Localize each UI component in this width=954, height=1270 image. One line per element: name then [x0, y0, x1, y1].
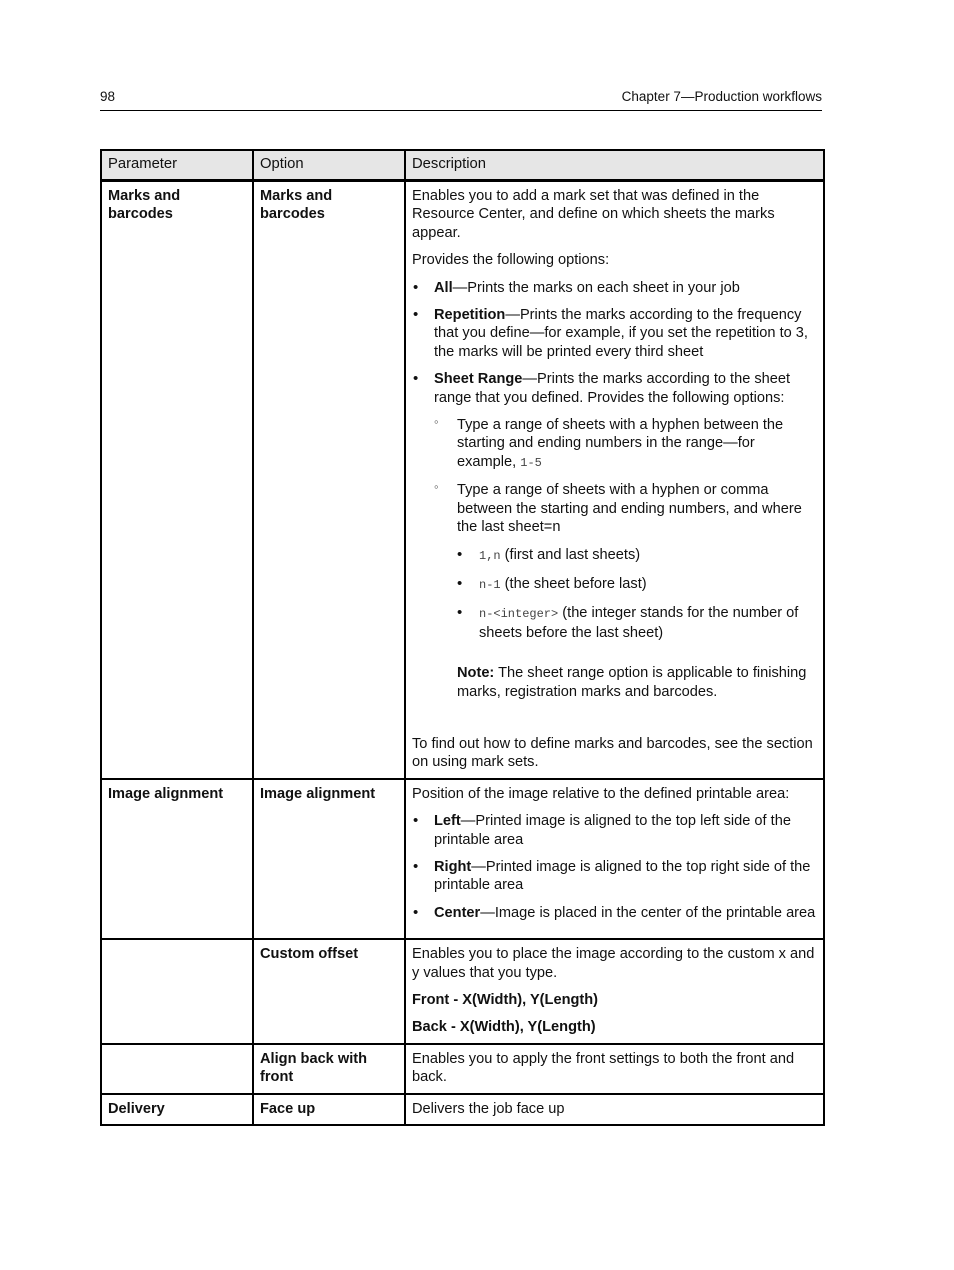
term-text: —Prints the marks according to the sheet range that you defined. Provides the following options:: [434, 371, 791, 406]
term-text: —Prints the marks according to the frequency that you define—for example, if you set the repetition to 3, the marks will be printed every third sheet: [434, 307, 808, 360]
column-header-option: Option: [253, 150, 405, 181]
table-row: [101, 779, 824, 939]
option-cell: Align back with front: [253, 1044, 405, 1094]
sub-text: Type a range of sheets with a hyphen between the starting and ending numbers in the range—for example,: [457, 417, 784, 470]
list-item: [412, 306, 817, 361]
sub-text: (the sheet before last): [500, 575, 647, 592]
option-cell: Custom offset: [253, 939, 405, 1044]
list-item: [412, 858, 817, 895]
code-sample: 1-5: [520, 455, 542, 470]
sub-text: Type a range of sheets with a hyphen or comma between the starting and ending numbers, and where the last sheet=n: [457, 482, 802, 536]
page-header: [100, 86, 822, 111]
alignment-list: [412, 812, 817, 922]
description-outro: To find out how to define marks and barcodes, see the section on using mark sets.: [412, 735, 813, 771]
option-cell: Image alignment: [253, 779, 405, 939]
parameter-cell: Image alignment: [101, 779, 253, 939]
term: Left: [434, 813, 461, 830]
description-provides: Provides the following options:: [412, 252, 610, 269]
description-intro: Enables you to add a mark set that was defined in the Resource Center, and define on which sheets the marks appear.: [412, 188, 775, 241]
sheet-range-sublist: [434, 416, 817, 642]
term-text: —Prints the marks on each sheet in your job: [452, 279, 740, 296]
note: [457, 664, 817, 701]
note-text: The sheet range option is applicable to finishing marks, registration marks and barcodes.: [457, 665, 807, 700]
parameters-table: [100, 149, 825, 1126]
table-header-row: [101, 150, 824, 181]
term-text: —Printed image is aligned to the top left side of the printable area: [434, 813, 791, 848]
parameter-cell: Marks and barcodes: [101, 181, 253, 779]
note-label: Note:: [457, 665, 495, 682]
column-header-parameter: Parameter: [101, 150, 253, 181]
options-list: [412, 279, 817, 407]
term: Sheet Range: [434, 371, 523, 388]
sub-text: (the integer stands for the number of sheets before the last sheet): [479, 605, 799, 641]
parameter-cell: Delivery: [101, 1094, 253, 1125]
table-row: [101, 181, 824, 779]
list-item: [412, 370, 817, 407]
list-item: [412, 904, 817, 922]
list-item: [434, 416, 817, 472]
term-text: —Image is placed in the center of the printable area: [480, 904, 816, 921]
range-format-list: [457, 546, 817, 643]
table-row: [101, 939, 824, 1044]
code-sample: n-<integer>: [479, 607, 559, 622]
list-item: [412, 812, 817, 849]
description-cell: Enables you to apply the front settings to both the front and back.: [405, 1044, 824, 1094]
code-sample: n-1: [479, 577, 501, 592]
list-item: [457, 604, 817, 642]
option-cell: Face up: [253, 1094, 405, 1125]
page-number: 98: [100, 89, 116, 104]
chapter-title: Chapter 7—Production workflows: [621, 89, 822, 104]
column-header-description: Description: [405, 150, 824, 181]
back-values: [412, 1018, 817, 1036]
front-label: Front - X(Width), Y(Length): [412, 992, 599, 1008]
term: All: [434, 279, 453, 296]
sub-text: (first and last sheets): [500, 546, 641, 563]
parameter-cell: [101, 1044, 253, 1094]
description-intro: Enables you to place the image according to the custom x and y values that you type.: [412, 946, 815, 981]
description-intro: Position of the image relative to the defined printable area:: [412, 785, 790, 802]
term: Center: [434, 904, 481, 921]
parameter-cell: [101, 939, 253, 1044]
term: Right: [434, 858, 472, 875]
description-cell: [405, 779, 824, 939]
list-item: [434, 481, 817, 642]
table-row: [101, 1044, 824, 1094]
option-cell: Marks and barcodes: [253, 181, 405, 779]
list-item: [412, 279, 817, 297]
description-cell: [405, 939, 824, 1044]
list-item: [457, 546, 817, 565]
code-sample: 1,n: [479, 548, 501, 563]
description-cell: [405, 181, 824, 779]
list-item: [457, 575, 817, 594]
table-row: [101, 1094, 824, 1125]
description-cell: Delivers the job face up: [405, 1094, 824, 1125]
term-text: —Printed image is aligned to the top right side of the printable area: [434, 858, 811, 894]
front-values: [412, 991, 817, 1009]
back-label: Back - X(Width), Y(Length): [412, 1019, 596, 1036]
term: Repetition: [434, 307, 506, 324]
